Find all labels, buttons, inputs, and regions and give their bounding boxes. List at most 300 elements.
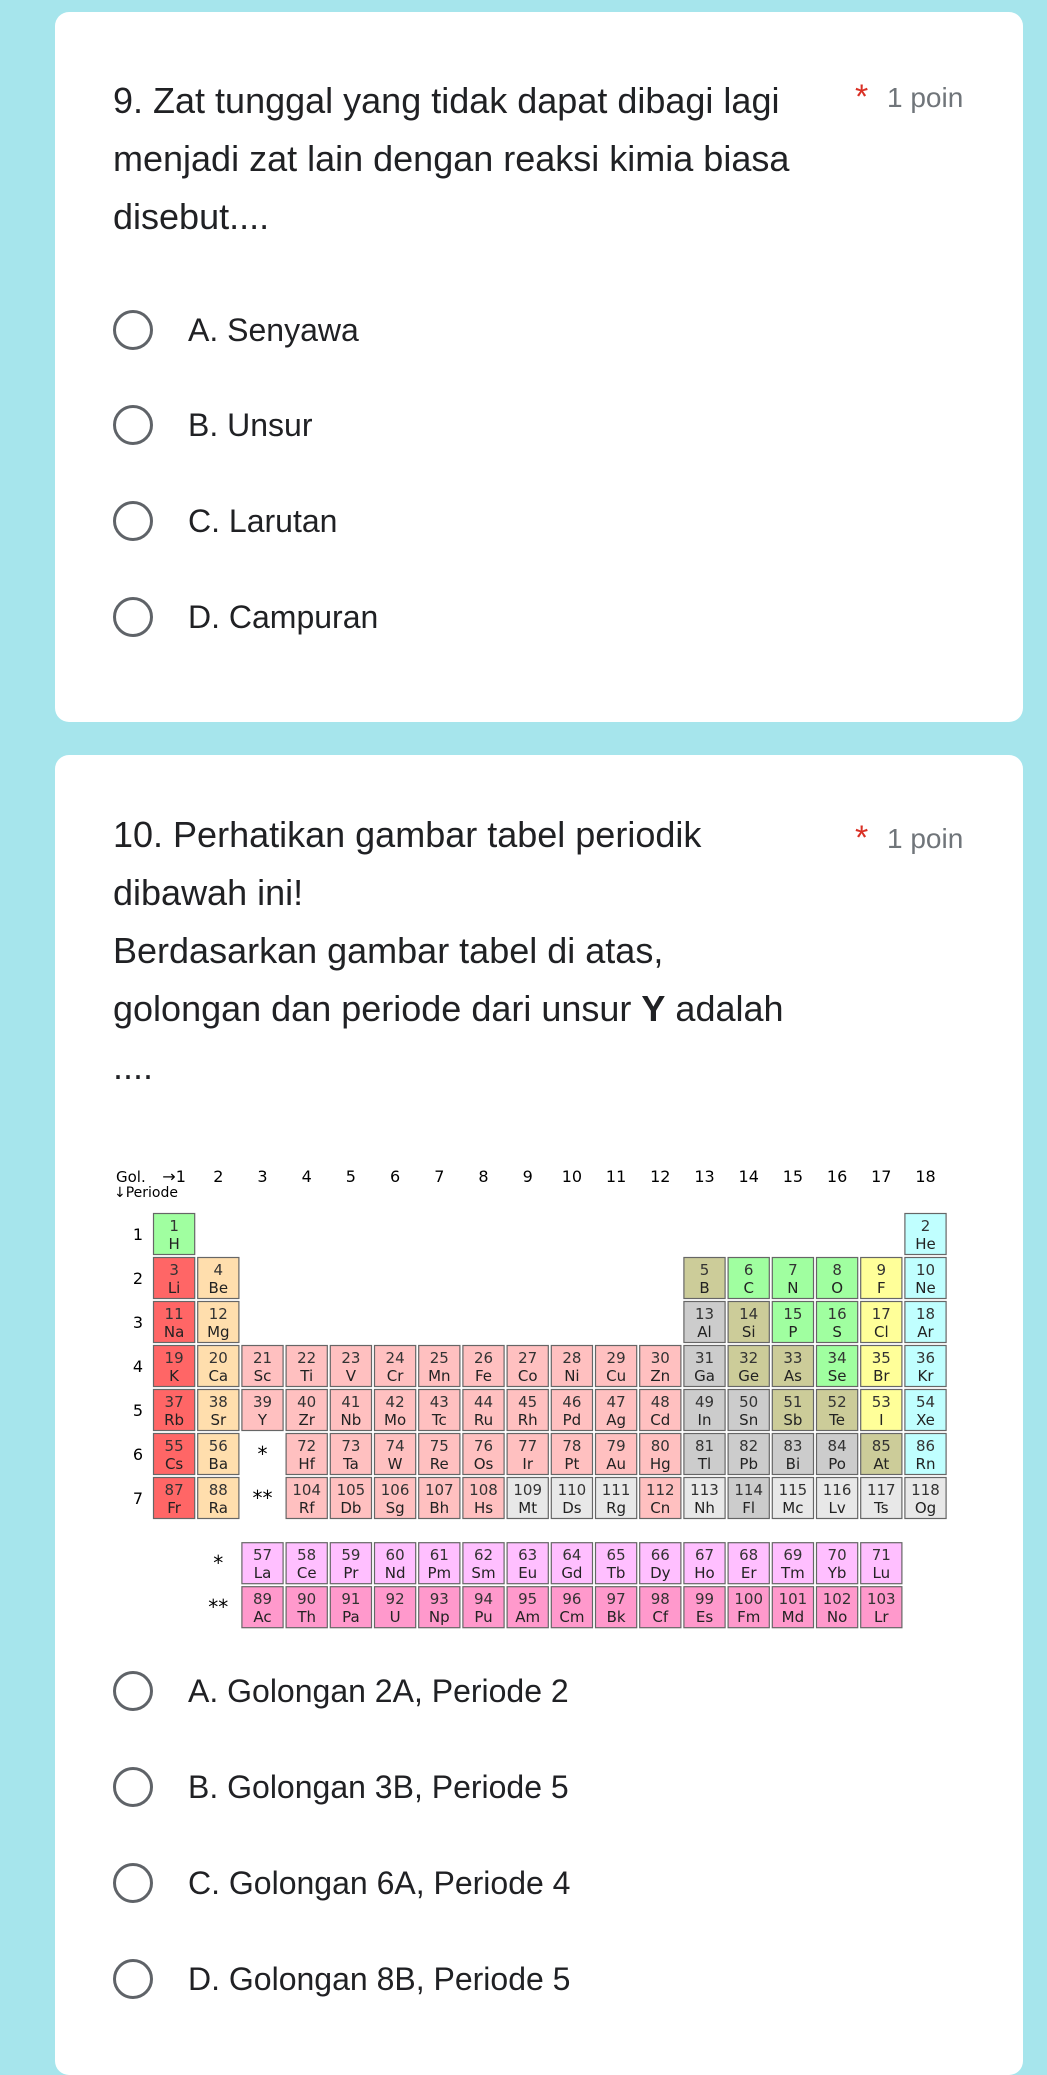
atomic-number: 22 (297, 1349, 317, 1367)
element-symbol: Mt (518, 1499, 538, 1517)
element-symbol: Rn (915, 1455, 936, 1473)
radio-button[interactable] (113, 597, 153, 637)
element-symbol: Mg (207, 1323, 230, 1341)
atomic-number: 7 (788, 1261, 798, 1279)
element-symbol: Se (827, 1367, 847, 1385)
atomic-number: 1 (169, 1217, 179, 1235)
atomic-number: 27 (518, 1349, 538, 1367)
atomic-number: 36 (915, 1349, 936, 1367)
group-label: 14 (738, 1167, 759, 1186)
element-symbol: Lu (872, 1564, 891, 1583)
atomic-number: 60 (385, 1546, 405, 1565)
required-asterisk: * (855, 819, 869, 857)
atomic-number: 116 (822, 1481, 852, 1499)
atomic-number: 24 (385, 1349, 405, 1367)
atomic-number: 111 (601, 1481, 631, 1499)
atomic-number: 102 (822, 1590, 852, 1609)
atomic-number: 81 (694, 1437, 715, 1455)
option-c[interactable] (113, 1853, 570, 1913)
atomic-number: 82 (739, 1437, 759, 1455)
atomic-number: 78 (562, 1437, 582, 1455)
element-symbol: Li (167, 1279, 181, 1297)
element-symbol: Er (740, 1564, 757, 1583)
element-symbol: Fm (737, 1608, 761, 1627)
atomic-number: 83 (783, 1437, 803, 1455)
question-title (113, 806, 793, 1096)
option-label: A. Senyawa (188, 311, 359, 348)
atomic-number: 18 (915, 1305, 936, 1323)
element-symbol: Mo (384, 1411, 407, 1429)
question-title: 9. Zat tunggal yang tidak dapat dibagi lagi menjadi zat lain dengan reaksi kimia biasa disebut.... (113, 80, 790, 237)
element-symbol: Ca (208, 1367, 229, 1385)
atomic-number: 44 (473, 1393, 494, 1411)
atomic-number: 117 (866, 1481, 896, 1499)
element-symbol: Fe (474, 1367, 493, 1385)
element-symbol: Zn (650, 1367, 671, 1385)
atomic-number: 39 (252, 1393, 273, 1411)
period-label: 2 (132, 1269, 144, 1288)
element-symbol: Sr (210, 1411, 227, 1429)
atomic-number: 64 (562, 1546, 582, 1565)
option-d[interactable] (113, 1949, 570, 2009)
atomic-number: 42 (385, 1393, 405, 1411)
element-symbol: Hf (298, 1455, 315, 1473)
atomic-number: 71 (871, 1546, 891, 1565)
atomic-number: 106 (380, 1481, 410, 1499)
question-card-9 (55, 12, 1023, 722)
atomic-number: 19 (164, 1349, 184, 1367)
element-symbol: Gd (561, 1564, 583, 1583)
element-symbol: Mn (428, 1367, 451, 1385)
points-label: 1 poin (887, 82, 964, 113)
element-symbol: P (788, 1323, 798, 1341)
atomic-number: 80 (650, 1437, 670, 1455)
atomic-number: 61 (429, 1546, 449, 1565)
element-symbol: V (345, 1367, 357, 1385)
atomic-number: 33 (783, 1349, 803, 1367)
element-symbol: Cl (873, 1323, 889, 1341)
element-symbol: K (169, 1367, 180, 1385)
element-symbol: Am (515, 1608, 541, 1627)
atomic-number: 118 (911, 1481, 940, 1499)
element-symbol: C (743, 1279, 754, 1297)
option-b[interactable] (113, 395, 312, 455)
atomic-number: 59 (341, 1546, 361, 1565)
element-symbol: Ta (342, 1455, 359, 1473)
atomic-number: 67 (694, 1546, 715, 1565)
element-symbol: Xe (916, 1411, 935, 1429)
atomic-number: 26 (473, 1349, 494, 1367)
group-label: 9 (522, 1167, 533, 1186)
element-symbol: Rh (517, 1411, 538, 1429)
group-label: 8 (478, 1167, 489, 1186)
period-axis-label: ↓Periode (114, 1185, 178, 1201)
element-symbol: Nd (384, 1564, 406, 1583)
atomic-number: 51 (783, 1393, 803, 1411)
element-symbol: Ag (606, 1411, 626, 1429)
element-symbol: Th (297, 1608, 317, 1627)
element-symbol: Pa (342, 1608, 360, 1627)
element-symbol: Te (829, 1411, 846, 1429)
atomic-number: 99 (694, 1590, 715, 1609)
atomic-number: 115 (778, 1481, 808, 1499)
element-symbol: Ga (694, 1367, 715, 1385)
atomic-number: 72 (297, 1437, 317, 1455)
element-symbol: Ds (562, 1499, 582, 1517)
element-symbol: Sn (739, 1411, 759, 1429)
option-a[interactable] (113, 300, 359, 360)
element-symbol: Og (914, 1499, 937, 1517)
atomic-number: 29 (606, 1349, 626, 1367)
atomic-number: 40 (297, 1393, 317, 1411)
periodic-table-image (110, 1165, 990, 1645)
atomic-number: 84 (827, 1437, 847, 1455)
atomic-number: 49 (694, 1393, 715, 1411)
element-symbol: Bk (606, 1608, 626, 1627)
atomic-number: 30 (650, 1349, 670, 1367)
element-symbol: Co (517, 1367, 538, 1385)
atomic-number: 41 (341, 1393, 361, 1411)
element-symbol: O (831, 1279, 844, 1297)
element-symbol: Ac (253, 1608, 272, 1627)
atomic-number: 97 (606, 1590, 626, 1609)
atomic-number: 53 (871, 1393, 891, 1411)
element-symbol: Tm (781, 1564, 805, 1583)
element-symbol: Rf (298, 1499, 315, 1517)
atomic-number: 37 (164, 1393, 184, 1411)
group-label: 4 (301, 1167, 312, 1186)
element-symbol: Ti (300, 1367, 314, 1385)
element-symbol: S (832, 1323, 842, 1341)
atomic-number: 63 (518, 1546, 538, 1565)
element-symbol: Rb (164, 1411, 185, 1429)
period-label: 6 (132, 1445, 144, 1464)
element-symbol: Mc (782, 1499, 804, 1517)
atomic-number: 58 (297, 1546, 317, 1565)
radio-button[interactable] (113, 501, 153, 541)
element-symbol: Cm (559, 1608, 585, 1627)
question-title-line: 10. Perhatikan gambar tabel periodik dibawah ini! (113, 814, 702, 913)
element-symbol: Cr (386, 1367, 404, 1385)
radio-button[interactable] (113, 310, 153, 350)
atomic-number: 74 (385, 1437, 405, 1455)
element-symbol: Kr (917, 1367, 934, 1385)
period-label: 4 (132, 1357, 144, 1376)
atomic-number: 3 (169, 1261, 179, 1279)
element-symbol: Cf (652, 1608, 669, 1627)
atomic-number: 10 (915, 1261, 936, 1279)
atomic-number: 79 (606, 1437, 626, 1455)
option-a[interactable] (113, 1661, 569, 1721)
atomic-number: 38 (208, 1393, 228, 1411)
option-b[interactable] (113, 1757, 569, 1817)
element-symbol: Ni (564, 1367, 580, 1385)
option-label: D. Campuran (188, 598, 379, 635)
atomic-number: 28 (562, 1349, 582, 1367)
atomic-number: 104 (292, 1481, 322, 1499)
group-label: 13 (694, 1167, 715, 1186)
atomic-number: 16 (827, 1305, 847, 1323)
group-label: 11 (605, 1167, 627, 1186)
atomic-number: 11 (164, 1305, 184, 1323)
group-label: 3 (257, 1167, 268, 1186)
atomic-number: 21 (252, 1349, 273, 1367)
atomic-number: 95 (518, 1590, 538, 1609)
element-symbol: Db (340, 1499, 362, 1517)
element-symbol: Y (257, 1411, 268, 1429)
atomic-number: 56 (208, 1437, 228, 1455)
atomic-number: 112 (645, 1481, 675, 1499)
group-label: 6 (390, 1167, 401, 1186)
element-symbol: Ce (296, 1564, 317, 1583)
group-label: 12 (650, 1167, 671, 1186)
element-symbol: Rg (606, 1499, 627, 1517)
atomic-number: 17 (871, 1305, 891, 1323)
atomic-number: 69 (783, 1546, 803, 1565)
atomic-number: 8 (832, 1261, 842, 1279)
element-symbol: No (826, 1608, 848, 1627)
atomic-number: 43 (429, 1393, 449, 1411)
atomic-number: 2 (920, 1217, 931, 1235)
element-symbol: Ge (738, 1367, 760, 1385)
element-symbol: Sb (783, 1411, 803, 1429)
period-label: 1 (132, 1225, 144, 1244)
element-symbol: H (168, 1235, 180, 1253)
element-symbol: Lr (874, 1608, 889, 1627)
option-d[interactable] (113, 587, 378, 647)
group-axis-label: Gol. (116, 1168, 146, 1186)
element-symbol: Si (741, 1323, 756, 1341)
atomic-number: 85 (871, 1437, 891, 1455)
atomic-number: 110 (557, 1481, 587, 1499)
radio-button[interactable] (113, 405, 153, 445)
element-symbol: At (873, 1455, 890, 1473)
atomic-number: 65 (606, 1546, 626, 1565)
element-symbol: Ho (694, 1564, 715, 1583)
atomic-number: 45 (518, 1393, 538, 1411)
title-text: adalah (665, 988, 784, 1029)
group-label: 7 (434, 1167, 445, 1186)
atomic-number: 98 (650, 1590, 670, 1609)
question-title-line: Berdasarkan gambar tabel di atas, (113, 930, 664, 971)
atomic-number: 20 (208, 1349, 228, 1367)
element-symbol: Ts (874, 1499, 889, 1517)
question-card-10 (55, 755, 1023, 2075)
element-symbol: N (787, 1279, 799, 1297)
atomic-number: 89 (252, 1590, 273, 1609)
atomic-number: 107 (424, 1481, 454, 1499)
atomic-number: 31 (694, 1349, 715, 1367)
element-symbol: Sc (253, 1367, 272, 1385)
atomic-number: 105 (336, 1481, 366, 1499)
element-symbol: Pt (564, 1455, 580, 1473)
atomic-number: 66 (650, 1546, 670, 1565)
element-symbol: Ne (915, 1279, 936, 1297)
question-title-line (113, 980, 793, 1038)
atomic-number: 73 (341, 1437, 361, 1455)
element-symbol: Tc (431, 1411, 447, 1429)
atomic-number: 70 (827, 1546, 847, 1565)
element-symbol: Tl (697, 1455, 712, 1473)
group-label: →1 (162, 1167, 186, 1186)
element-symbol: Re (429, 1455, 449, 1473)
atomic-number: 57 (252, 1546, 273, 1565)
option-label: A. Golongan 2A, Periode 2 (188, 1672, 569, 1709)
element-symbol: B (699, 1279, 710, 1297)
actinide-marker: ** (252, 1486, 273, 1510)
atomic-number: 48 (650, 1393, 670, 1411)
radio-button[interactable] (113, 1959, 153, 1999)
atomic-number: 101 (778, 1590, 808, 1609)
element-symbol: Hg (649, 1455, 671, 1473)
element-symbol: Ra (208, 1499, 228, 1517)
element-symbol: Pu (474, 1608, 493, 1627)
atomic-number: 47 (606, 1393, 626, 1411)
option-label: D. Golongan 8B, Periode 5 (188, 1960, 571, 1997)
element-symbol: Al (697, 1323, 712, 1341)
element-symbol: Os (473, 1455, 494, 1473)
element-symbol: Fr (167, 1499, 181, 1517)
element-symbol: U (389, 1608, 401, 1627)
atomic-number: 50 (739, 1393, 759, 1411)
atomic-number: 9 (876, 1261, 887, 1279)
element-symbol: Dy (650, 1564, 671, 1583)
group-label: 2 (213, 1167, 224, 1186)
period-label: 3 (132, 1313, 144, 1332)
element-symbol: Nh (694, 1499, 715, 1517)
element-symbol: Na (163, 1323, 185, 1341)
option-c[interactable] (113, 491, 337, 551)
element-symbol: Zr (298, 1411, 315, 1429)
atomic-number: 90 (297, 1590, 317, 1609)
atomic-number: 86 (915, 1437, 936, 1455)
atomic-number: 32 (739, 1349, 759, 1367)
title-text: golongan dan periode dari unsur (113, 988, 642, 1029)
atomic-number: 54 (915, 1393, 936, 1411)
atomic-number: 109 (513, 1481, 543, 1499)
element-symbol: Eu (518, 1564, 538, 1583)
atomic-number: 108 (469, 1481, 498, 1499)
atomic-number: 25 (429, 1349, 449, 1367)
element-symbol: Nb (340, 1411, 362, 1429)
element-symbol: Ba (208, 1455, 229, 1473)
element-symbol: Bh (429, 1499, 450, 1517)
atomic-number: 77 (518, 1437, 538, 1455)
element-symbol: Cs (164, 1455, 184, 1473)
element-symbol: Pd (562, 1411, 582, 1429)
atomic-number: 91 (341, 1590, 361, 1609)
element-symbol: Pb (739, 1455, 758, 1473)
actinide-row-marker: ** (208, 1595, 229, 1620)
radio-button[interactable] (113, 1767, 153, 1807)
period-label: 7 (132, 1489, 144, 1508)
atomic-number: 14 (739, 1305, 759, 1323)
option-label: C. Golongan 6A, Periode 4 (188, 1864, 571, 1901)
element-symbol: Ir (522, 1455, 533, 1473)
element-symbol: Tb (606, 1564, 626, 1583)
atomic-number: 5 (699, 1261, 710, 1279)
atomic-number: 6 (743, 1261, 754, 1279)
element-symbol: Po (828, 1455, 846, 1473)
element-symbol: Bi (785, 1455, 801, 1473)
element-symbol: Ar (917, 1323, 934, 1341)
radio-button[interactable] (113, 1863, 153, 1903)
required-asterisk: * (855, 78, 869, 116)
atomic-number: 68 (739, 1546, 759, 1565)
atomic-number: 93 (429, 1590, 449, 1609)
atomic-number: 88 (208, 1481, 228, 1499)
element-symbol: Pr (343, 1564, 359, 1583)
period-label: 5 (132, 1401, 144, 1420)
element-symbol: Np (428, 1608, 450, 1627)
atomic-number: 34 (827, 1349, 847, 1367)
element-symbol: Ru (473, 1411, 494, 1429)
atomic-number: 87 (164, 1481, 184, 1499)
lanthanide-row-marker: * (213, 1551, 224, 1576)
element-symbol: La (253, 1564, 272, 1583)
atomic-number: 4 (213, 1261, 224, 1279)
atomic-number: 13 (694, 1305, 715, 1323)
element-symbol: Cd (650, 1411, 671, 1429)
atomic-number: 113 (690, 1481, 719, 1499)
group-label: 10 (561, 1167, 583, 1186)
atomic-number: 114 (734, 1481, 764, 1499)
element-symbol: Sg (385, 1499, 405, 1517)
element-symbol: Hs (473, 1499, 494, 1517)
atomic-number: 103 (866, 1590, 896, 1609)
atomic-number: 75 (429, 1437, 449, 1455)
element-symbol: Fl (742, 1499, 756, 1517)
option-label: C. Larutan (188, 502, 338, 539)
group-label: 17 (871, 1167, 892, 1186)
group-label: 5 (345, 1167, 356, 1186)
atomic-number: 62 (473, 1546, 494, 1565)
lanthanide-marker: * (257, 1442, 268, 1466)
atomic-number: 94 (473, 1590, 494, 1609)
element-symbol: Pm (427, 1564, 452, 1583)
group-label: 16 (826, 1167, 848, 1186)
atomic-number: 35 (871, 1349, 891, 1367)
element-symbol: F (876, 1279, 886, 1297)
element-symbol: Sm (471, 1564, 496, 1583)
element-symbol: Cn (650, 1499, 671, 1517)
atomic-number: 46 (562, 1393, 582, 1411)
element-symbol: Cu (606, 1367, 627, 1385)
element-symbol: Yb (827, 1564, 847, 1583)
atomic-number: 100 (734, 1590, 764, 1609)
atomic-number: 23 (341, 1349, 361, 1367)
title-bold-text: Y (641, 988, 666, 1029)
atomic-number: 92 (385, 1590, 405, 1609)
option-label: B. Golongan 3B, Periode 5 (188, 1768, 569, 1805)
radio-button[interactable] (113, 1671, 153, 1711)
atomic-number: 76 (473, 1437, 494, 1455)
atomic-number: 96 (562, 1590, 582, 1609)
element-symbol: Br (873, 1367, 890, 1385)
option-label: B. Unsur (188, 406, 313, 443)
element-symbol: As (783, 1367, 802, 1385)
element-symbol: Es (695, 1608, 714, 1627)
question-title-line: .... (113, 1046, 154, 1087)
element-symbol: He (915, 1235, 936, 1253)
element-symbol: Au (606, 1455, 626, 1473)
atomic-number: 52 (827, 1393, 847, 1411)
element-symbol: In (697, 1411, 712, 1429)
atomic-number: 55 (164, 1437, 184, 1455)
element-symbol: Md (781, 1608, 805, 1627)
element-symbol: Be (208, 1279, 229, 1297)
element-symbol: W (387, 1455, 403, 1473)
